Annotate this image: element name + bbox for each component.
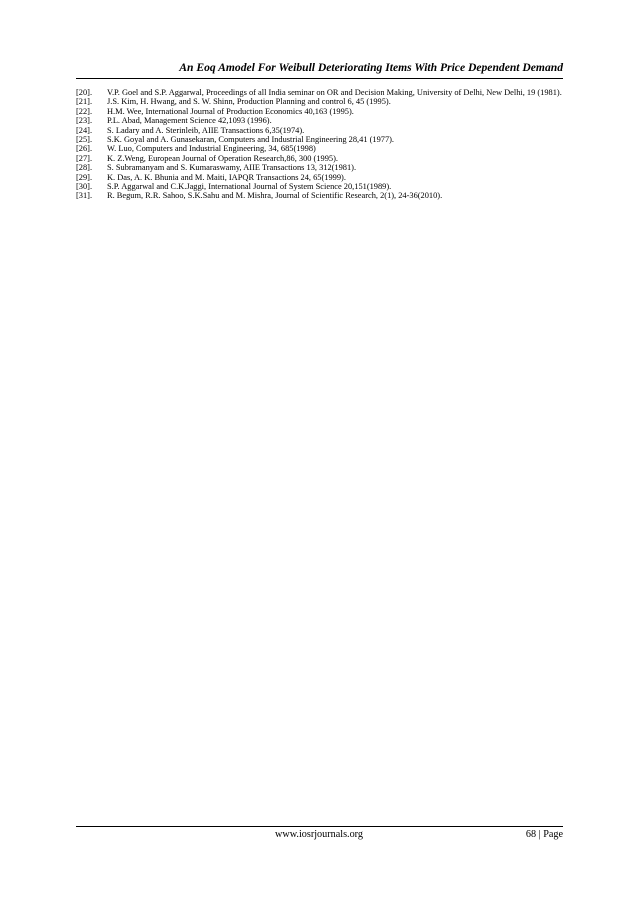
reference-item — [76, 173, 563, 182]
header-rule — [76, 78, 563, 79]
reference-text: R. Begum, R.R. Sahoo, S.K.Sahu and M. Mishra, Journal of Scientific Research, 2(1), 24-36(2010). — [107, 191, 443, 201]
reference-number: [27]. — [76, 153, 93, 163]
running-header-title: An Eoq Amodel For Weibull Deteriorating Items With Price Dependent Demand — [179, 61, 563, 74]
reference-text: S.K. Goyal and A. Gunasekaran, Computers and Industrial Engineering 28,41 (1977). — [107, 135, 395, 145]
footer-journal-url: www.iosrjournals.org — [274, 829, 363, 840]
reference-number: [25]. — [76, 135, 93, 145]
reference-text: S. Ladary and A. Sterinleib, AIIE Transactions 6,35(1974). — [107, 125, 305, 135]
reference-text: V.P. Goel and S.P. Aggarwal, Proceedings of all India seminar on OR and Decision Making, University of Delhi, New Delhi, 19 (1981). — [107, 88, 562, 97]
reference-item — [76, 191, 563, 200]
reference-item — [76, 144, 563, 153]
reference-text: K. Z.Weng, European Journal of Operation Research,86, 300 (1995). — [107, 153, 338, 163]
reference-item — [76, 154, 563, 163]
reference-number: [21]. — [76, 97, 93, 107]
reference-item — [76, 126, 563, 135]
reference-number: [28]. — [76, 163, 93, 173]
reference-number: [20]. — [76, 88, 93, 97]
footer-rule — [76, 826, 563, 827]
reference-text: K. Das, A. K. Bhunia and M. Maiti, IAPQR Transactions 24, 65(1999). — [107, 172, 346, 182]
reference-text: H.M. Wee, International Journal of Production Economics 40,163 (1995). — [107, 106, 354, 116]
reference-item — [76, 88, 563, 97]
reference-number: [26]. — [76, 144, 93, 154]
footer-page-number: 68 | Page — [525, 829, 563, 840]
reference-item — [76, 163, 563, 172]
reference-text: P.L. Abad, Management Science 42,1093 (1996). — [107, 116, 272, 126]
reference-list — [76, 88, 563, 201]
reference-item — [76, 182, 563, 191]
reference-number: [31]. — [76, 191, 93, 201]
reference-text: W. Luo, Computers and Industrial Engineering, 34, 685(1998) — [107, 144, 316, 154]
reference-item — [76, 107, 563, 116]
reference-number: [23]. — [76, 116, 93, 126]
reference-number: [24]. — [76, 125, 93, 135]
reference-item — [76, 116, 563, 125]
reference-number: [22]. — [76, 106, 93, 116]
reference-item — [76, 135, 563, 144]
reference-text: J.S. Kim, H. Hwang, and S. W. Shinn, Production Planning and control 6, 45 (1995). — [107, 97, 391, 107]
reference-number: [29]. — [76, 172, 93, 182]
reference-text: S. Subramanyam and S. Kumaraswamy, AIIE Transactions 13, 312(1981). — [107, 163, 357, 173]
reference-text: S.P. Aggarwal and C.K.Jaggi, International Journal of System Science 20,151(1989). — [107, 182, 392, 192]
reference-number: [30]. — [76, 182, 93, 192]
reference-item — [76, 97, 563, 106]
